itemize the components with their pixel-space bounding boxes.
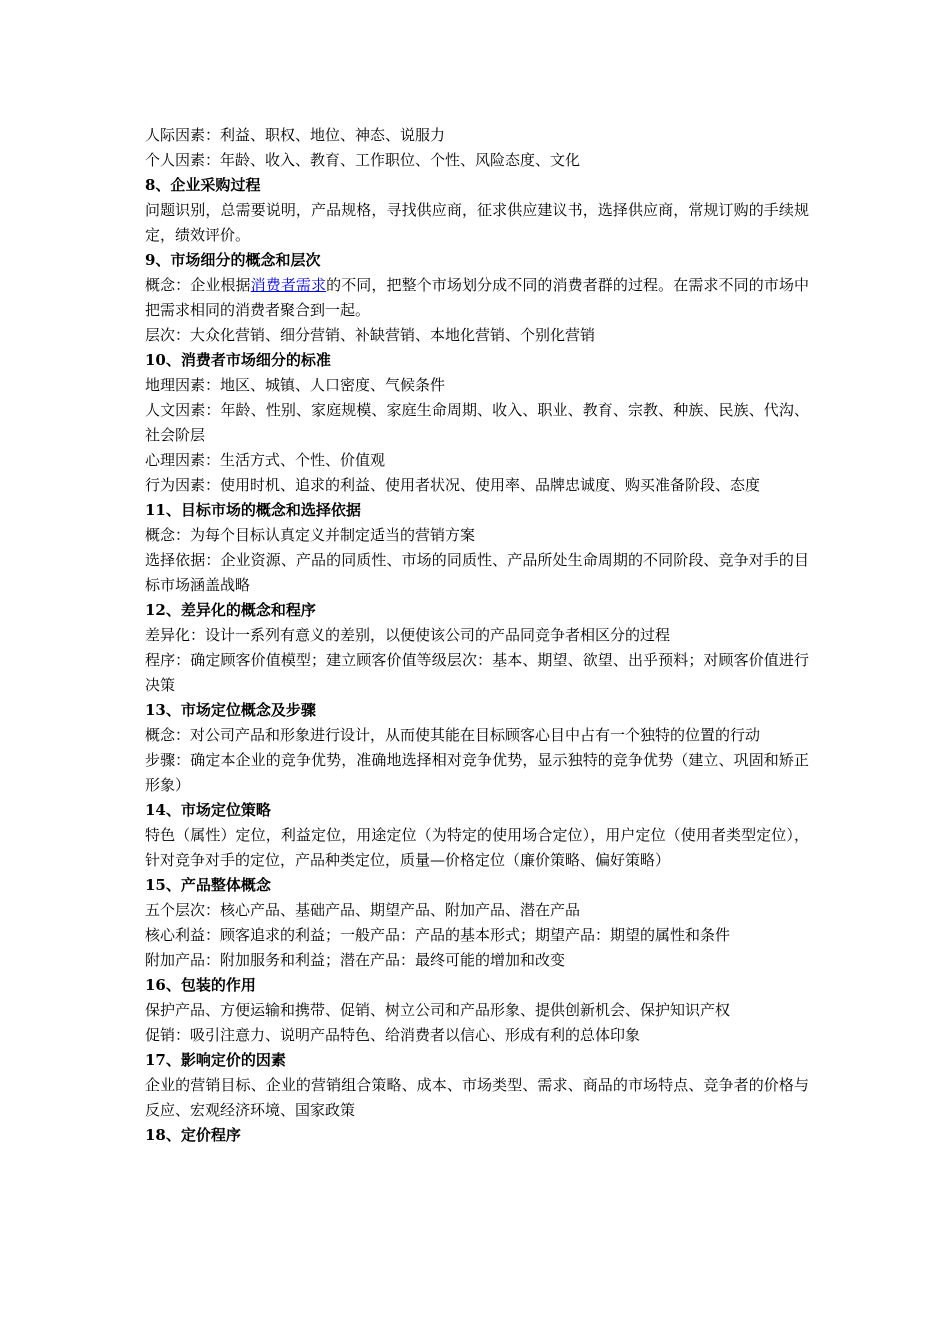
paragraph-line: 概念：为每个目标认真定义并制定适当的营销方案 <box>145 526 476 544</box>
paragraph-line: 人际因素：利益、职权、地位、神态、说服力 <box>145 126 446 144</box>
paragraph-line: 特色（属性）定位，利益定位，用途定位（为特定的使用场合定位），用户定位（使用者类型定位），针对竞争对手的定位，产品种类定位，质量—价格定位（廉价策略、偏好策略） <box>145 826 809 869</box>
paragraph-text-after-link: 的不同，把整个市场划分成不同的消费者群的过程。在需求不同的市场中把需求相同的消费者聚合到一起。 <box>145 276 809 319</box>
section-heading: 8、企业采购过程 <box>145 176 261 194</box>
section-heading: 13、市场定位概念及步骤 <box>145 701 316 719</box>
document-page <box>145 123 809 1148</box>
section-heading: 10、消费者市场细分的标准 <box>145 351 331 369</box>
paragraph-line: 个人因素：年龄、收入、教育、工作职位、个性、风险态度、文化 <box>145 151 581 169</box>
paragraph-line <box>145 273 809 323</box>
section-heading: 11、目标市场的概念和选择依据 <box>145 501 361 519</box>
section-heading: 17、影响定价的因素 <box>145 1051 286 1069</box>
section-heading: 15、产品整体概念 <box>145 876 271 894</box>
paragraph-line: 保护产品、方便运输和携带、促销、树立公司和产品形象、提供创新机会、保护知识产权 <box>145 1001 731 1019</box>
paragraph-line: 地理因素：地区、城镇、人口密度、气候条件 <box>145 376 446 394</box>
paragraph-line: 步骤：确定本企业的竞争优势，准确地选择相对竞争优势，显示独特的竞争优势（建立、巩固和矫正形象） <box>145 751 809 794</box>
section-heading: 18、定价程序 <box>145 1126 241 1144</box>
paragraph-line: 概念：对公司产品和形象进行设计，从而使其能在目标顾客心目中占有一个独特的位置的行动 <box>145 726 761 744</box>
section-heading: 14、市场定位策略 <box>145 801 271 819</box>
paragraph-line: 人文因素：年龄、性别、家庭规模、家庭生命周期、收入、职业、教育、宗教、种族、民族、代沟、社会阶层 <box>145 401 809 444</box>
paragraph-line: 层次：大众化营销、细分营销、补缺营销、本地化营销、个别化营销 <box>145 326 596 344</box>
section-heading: 12、差异化的概念和程序 <box>145 601 316 619</box>
paragraph-line: 差异化：设计一系列有意义的差别，以便使该公司的产品同竞争者相区分的过程 <box>145 626 671 644</box>
paragraph-line: 程序：确定顾客价值模型；建立顾客价值等级层次：基本、期望、欲望、出乎预料；对顾客价值进行决策 <box>145 651 809 694</box>
paragraph-line: 附加产品：附加服务和利益；潜在产品：最终可能的增加和改变 <box>145 951 566 969</box>
paragraph-line: 选择依据：企业资源、产品的同质性、市场的同质性、产品所处生命周期的不同阶段、竞争对手的目标市场涵盖战略 <box>145 551 809 594</box>
paragraph-line: 行为因素：使用时机、追求的利益、使用者状况、使用率、品牌忠诚度、购买准备阶段、态度 <box>145 476 761 494</box>
paragraph-line: 问题识别，总需要说明，产品规格，寻找供应商，征求供应建议书，选择供应商，常规订购的手续规定，绩效评价。 <box>145 201 809 244</box>
paragraph-line: 促销：吸引注意力、说明产品特色、给消费者以信心、形成有利的总体印象 <box>145 1026 641 1044</box>
paragraph-text-before-link: 概念：企业根据 <box>145 276 251 294</box>
paragraph-line: 心理因素：生活方式、个性、价值观 <box>145 451 386 469</box>
section-heading: 16、包装的作用 <box>145 976 256 994</box>
consumer-demand-link[interactable]: 消费者需求 <box>250 276 327 294</box>
paragraph-line: 核心利益：顾客追求的利益；一般产品：产品的基本形式；期望产品：期望的属性和条件 <box>145 926 731 944</box>
paragraph-line: 企业的营销目标、企业的营销组合策略、成本、市场类型、需求、商品的市场特点、竞争者的价格与反应、宏观经济环境、国家政策 <box>145 1076 809 1119</box>
paragraph-line: 五个层次：核心产品、基础产品、期望产品、附加产品、潜在产品 <box>145 901 581 919</box>
section-heading: 9、市场细分的概念和层次 <box>145 251 321 269</box>
